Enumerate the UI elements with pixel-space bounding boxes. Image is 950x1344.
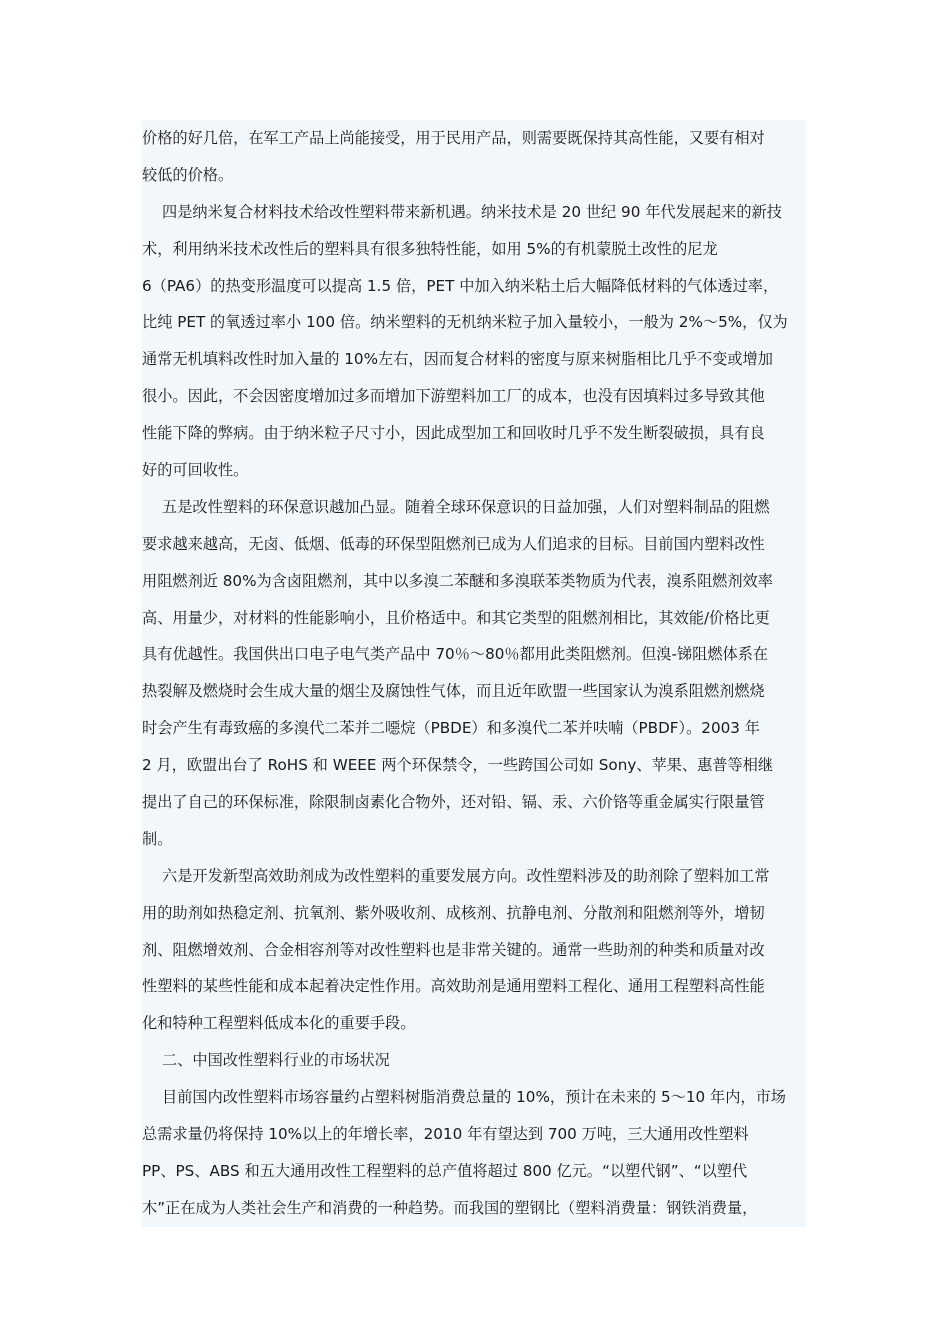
text-line: 性能下降的弊病。由于纳米粒子尺寸小，因此成型加工和回收时几乎不发生断裂破损，具有良 [142,424,765,443]
text-line: 价格的好几倍，在军工产品上尚能接受，用于民用产品，则需要既保持其高性能，又要有相对 [142,129,765,147]
text-line: 化和特种工程塑料低成本化的重要手段。 [142,1014,416,1033]
text-line: 总需求量仍将保持 10%以上的年增长率，2010 年有望达到 700 万吨，三大通用改性塑料 [142,1125,749,1144]
text-line: 剂、阻燃增效剂、合金相容剂等对改性塑料也是非常关键的。通常一些助剂的种类和质量对改 [142,940,765,959]
text-line: 比纯 PET 的氧透过率小 100 倍。纳米塑料的无机纳米粒子加入量较小，一般为 2%～5%，仅为 [142,313,788,332]
text-line: 高、用量少，对材料的性能影响小，且价格适中。和其它类型的阻燃剂相比，其效能/价格比更 [142,608,770,627]
text-line: 很小。因此，不会因密度增加过多而增加下游塑料加工厂的成本，也没有因填料过多导致其他 [142,387,765,406]
paragraph-start-line: 目前国内改性塑料市场容量约占塑料树脂消费总量的 10%，预计在未来的 5～10 年内，市场 [162,1088,786,1107]
text-line: 好的可回收性。 [142,461,249,480]
text-line: 性塑料的某些性能和成本起着决定性作用。高效助剂是通用塑料工程化、通用工程塑料高性能 [142,977,765,996]
text-line: 时会产生有毒致癌的多溴代二苯并二噁烷（PBDE）和多溴代二苯并呋喃（PBDF）。2003 年 [142,719,760,738]
text-line: 木”正在成为人类社会生产和消费的一种趋势。而我国的塑钢比（塑料消费量：钢铁消费量， [142,1198,758,1217]
text-line: 6（PA6）的热变形温度可以提高 1.5 倍，PET 中加入纳米粘土后大幅降低材料的气体透过率， [142,276,779,295]
paragraph-start-line: 六是开发新型高效助剂成为改性塑料的重要发展方向。改性塑料涉及的助剂除了塑料加工常 [162,866,770,885]
text-line: 较低的价格。 [142,165,234,184]
text-line: 提出了自己的环保标准，除限制卤素化合物外，还对铅、镉、汞、六价铬等重金属实行限量管 [142,793,765,812]
text-line: 热裂解及燃烧时会生成大量的烟尘及腐蚀性气体，而且近年欧盟一些国家认为溴系阻燃剂燃烧 [142,682,765,701]
text-line: PP、PS、ABS 和五大通用改性工程塑料的总产值将超过 800 亿元。“以塑代钢”、“以塑代 [142,1161,748,1180]
text-line: 制。 [142,829,173,848]
text-line: 具有优越性。我国供出口电子电气类产品中 70％～80％都用此类阻燃剂。但溴-锑阻燃体系在 [142,645,769,664]
text-line: 术，利用纳米技术改性后的塑料具有很多独特性能，如用 5%的有机蒙脱土改性的尼龙 [142,239,718,258]
text-line: 通常无机填料改性时加入量的 10%左右，因而复合材料的密度与原来树脂相比几乎不变或增加 [142,350,773,369]
text-line: 要求越来越高，无卤、低烟、低毒的环保型阻燃剂已成为人们追求的目标。目前国内塑料改性 [142,534,765,553]
paragraph-start-line: 五是改性塑料的环保意识越加凸显。随着全球环保意识的日益加强，人们对塑料制品的阻燃 [162,497,770,516]
text-line: 用的助剂如热稳定剂、抗氧剂、紫外吸收剂、成核剂、抗静电剂、分散剂和阻燃剂等外，增韧 [142,903,765,922]
section-heading: 二、中国改性塑料行业的市场状况 [162,1051,390,1070]
paragraph-start-line: 四是纳米复合材料技术给改性塑料带来新机遇。纳米技术是 20 世纪 90 年代发展起来的新技 [162,202,782,221]
document-body [142,120,806,1227]
text-line: 用阻燃剂近 80%为含卤阻燃剂，其中以多溴二苯醚和多溴联苯类物质为代表，溴系阻燃剂效率 [142,571,773,590]
text-line: 2 月，欧盟出台了 RoHS 和 WEEE 两个环保禁令，一些跨国公司如 Sony、苹果、惠普等相继 [142,756,774,775]
